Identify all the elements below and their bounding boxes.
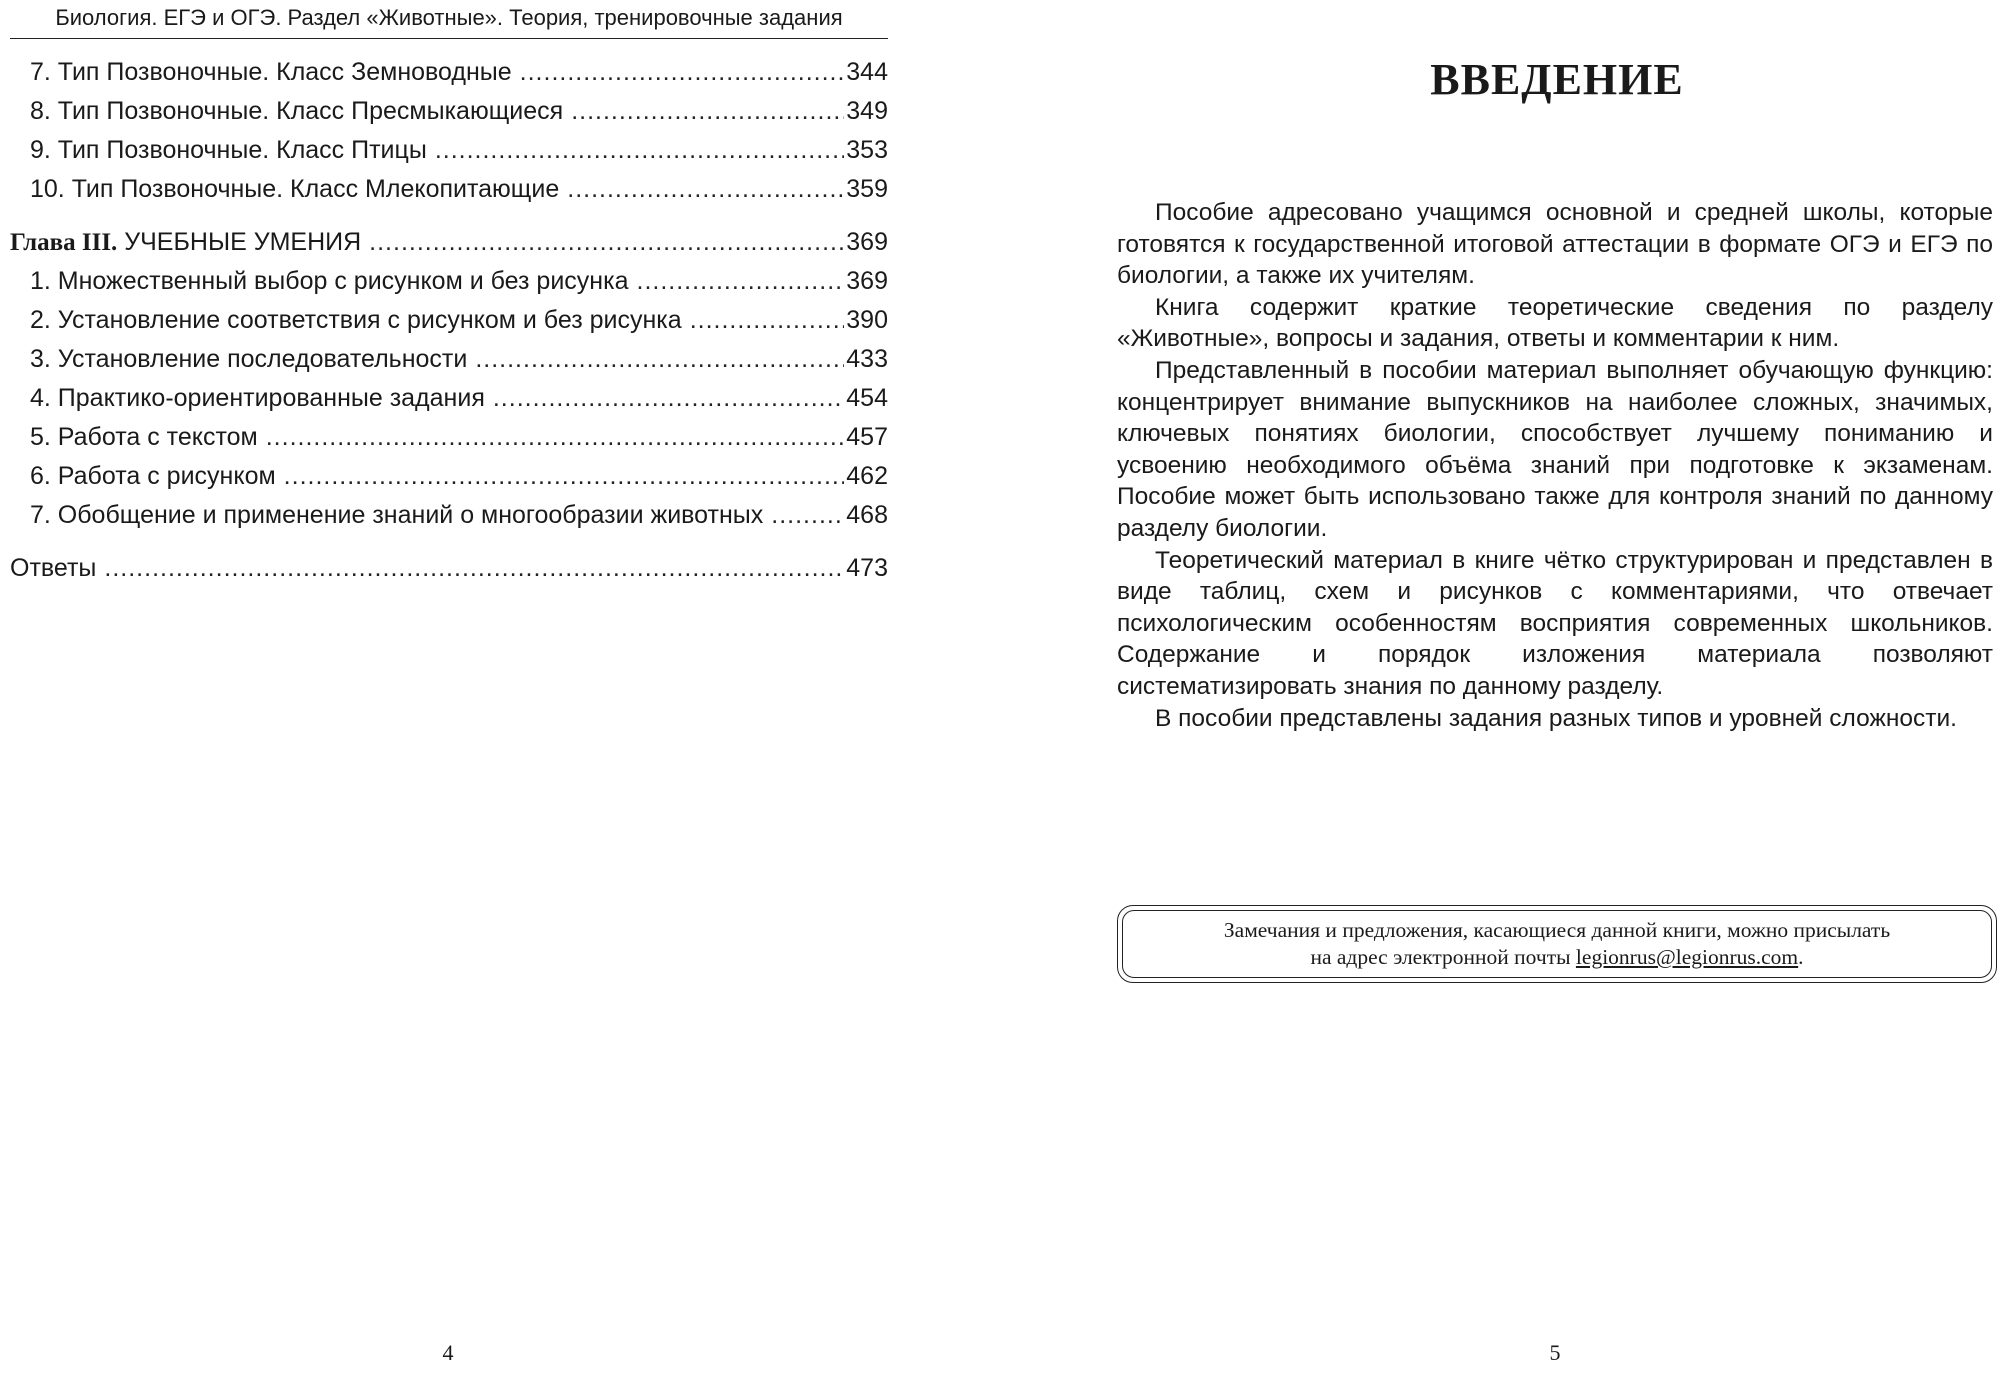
toc-page-number: 457 bbox=[846, 423, 888, 451]
toc-item[interactable] bbox=[10, 462, 888, 501]
note-line-2-prefix: на адрес электронной почты bbox=[1310, 945, 1571, 969]
toc-leader-dots bbox=[567, 175, 844, 204]
right-page bbox=[1000, 0, 2000, 1373]
toc-leader-dots bbox=[771, 501, 844, 530]
paragraph: В пособии представлены задания разных типов и уровней сложности. bbox=[1155, 704, 1957, 732]
page-title: ВВЕДЕНИЕ bbox=[1430, 55, 1684, 104]
toc-leader-dots bbox=[475, 345, 844, 374]
toc-item[interactable] bbox=[10, 175, 888, 214]
paragraph: Представленный в пособии материал выполняет обучающую функцию: концентрирует внимание выпускников на наиболее сложных, значимых, ключевых понятиях биологии, способствует лучшему пониманию и усвоению необходимого объёма знаний при подготовке к экзаменам. Пособие может быть использовано также для контроля знаний по данному разделу биологии. bbox=[1117, 356, 1993, 542]
feedback-note-text bbox=[1118, 917, 1996, 971]
toc-leader-dots bbox=[435, 136, 844, 165]
toc-leader-dots bbox=[571, 97, 844, 126]
toc-item[interactable] bbox=[10, 384, 888, 423]
toc-answers-label: Ответы bbox=[10, 554, 97, 582]
toc-item[interactable] bbox=[10, 345, 888, 384]
toc-answers[interactable] bbox=[10, 554, 888, 593]
toc-item-label: 6. Работа с рисунком bbox=[30, 462, 276, 490]
toc-page-number: 468 bbox=[846, 501, 888, 529]
running-header: Биология. ЕГЭ и ОГЭ. Раздел «Животные». Теория, тренировочные задания bbox=[10, 0, 888, 39]
toc-item-label: 9. Тип Позвоночные. Класс Птицы bbox=[30, 136, 427, 164]
toc-item-label: 8. Тип Позвоночные. Класс Пресмыкающиеся bbox=[30, 97, 564, 125]
introduction-body bbox=[1117, 197, 1993, 734]
toc-leader-dots bbox=[520, 58, 845, 87]
email-link[interactable]: legionrus@legionrus.com bbox=[1575, 945, 1799, 969]
paragraph: Пособие адресовано учащимся основной и средней школы, которые готовятся к государственной итоговой аттестации в формате ОГЭ и ЕГЭ по биологии, а также их учителям. bbox=[1117, 199, 1993, 290]
table-of-contents bbox=[10, 58, 888, 593]
toc-page-number: 369 bbox=[846, 228, 888, 256]
toc-item-label: 4. Практико-ориентированные задания bbox=[30, 384, 485, 412]
toc-chapter-prefix: Глава III. bbox=[10, 229, 118, 256]
toc-item-label: 7. Обобщение и применение знаний о многообразии животных bbox=[30, 501, 764, 529]
toc-item-label: 7. Тип Позвоночные. Класс Земноводные bbox=[30, 58, 512, 86]
toc-page-number: 353 bbox=[846, 136, 888, 164]
note-line-1: Замечания и предложения, касающиеся данной книги, можно присылать bbox=[1223, 918, 1891, 942]
toc-leader-dots bbox=[493, 384, 844, 413]
toc-item-label: 1. Множественный выбор с рисунком и без рисунка bbox=[30, 267, 629, 295]
toc-item[interactable] bbox=[10, 501, 888, 540]
toc-page-number: 369 bbox=[846, 267, 888, 295]
note-line-2 bbox=[1118, 944, 1996, 971]
toc-leader-dots bbox=[369, 228, 844, 257]
toc-page-number: 344 bbox=[846, 58, 888, 86]
paragraph: Теоретический материал в книге чётко структурирован и представлен в виде таблиц, схем и рисунков с комментариями, что отвечает психологическим особенностям восприятия современных школьников. Содержание и порядок изложения материала позволяют систематизировать знания по данному разделу. bbox=[1117, 546, 1993, 700]
toc-item[interactable] bbox=[10, 306, 888, 345]
toc-item-label: 2. Установление соответствия с рисунком и без рисунка bbox=[30, 306, 682, 334]
toc-leader-dots bbox=[284, 462, 845, 491]
toc-item[interactable] bbox=[10, 136, 888, 175]
toc-item-label: 3. Установление последовательности bbox=[30, 345, 468, 373]
toc-item-label: 5. Работа с текстом bbox=[30, 423, 258, 451]
paragraph: Книга содержит краткие теоретические сведения по разделу «Животные», вопросы и задания, ответы и комментарии к ним. bbox=[1117, 293, 1993, 353]
toc-item[interactable] bbox=[10, 267, 888, 306]
toc-item[interactable] bbox=[10, 58, 888, 97]
toc-leader-dots bbox=[637, 267, 845, 296]
feedback-note-box bbox=[1117, 905, 1997, 983]
toc-chapter-heading[interactable] bbox=[10, 228, 888, 267]
toc-item[interactable] bbox=[10, 423, 888, 462]
toc-page-number: 359 bbox=[846, 175, 888, 203]
page-number: 4 bbox=[442, 1340, 454, 1365]
note-line-2-suffix: . bbox=[1798, 945, 1804, 969]
toc-chapter-label bbox=[10, 228, 361, 257]
toc-item[interactable] bbox=[10, 97, 888, 136]
toc-leader-dots bbox=[266, 423, 845, 452]
toc-page-number: 462 bbox=[846, 462, 888, 490]
toc-item-label: 10. Тип Позвоночные. Класс Млекопитающие bbox=[30, 175, 560, 203]
toc-page-number: 349 bbox=[846, 97, 888, 125]
toc-page-number: 473 bbox=[846, 554, 888, 582]
toc-page-number: 390 bbox=[846, 306, 888, 334]
toc-leader-dots bbox=[104, 554, 844, 583]
page-number: 5 bbox=[1549, 1340, 1561, 1365]
toc-leader-dots bbox=[690, 306, 845, 335]
toc-chapter-title: УЧЕБНЫЕ УМЕНИЯ bbox=[124, 228, 362, 256]
toc-page-number: 433 bbox=[846, 345, 888, 373]
toc-page-number: 454 bbox=[846, 384, 888, 412]
